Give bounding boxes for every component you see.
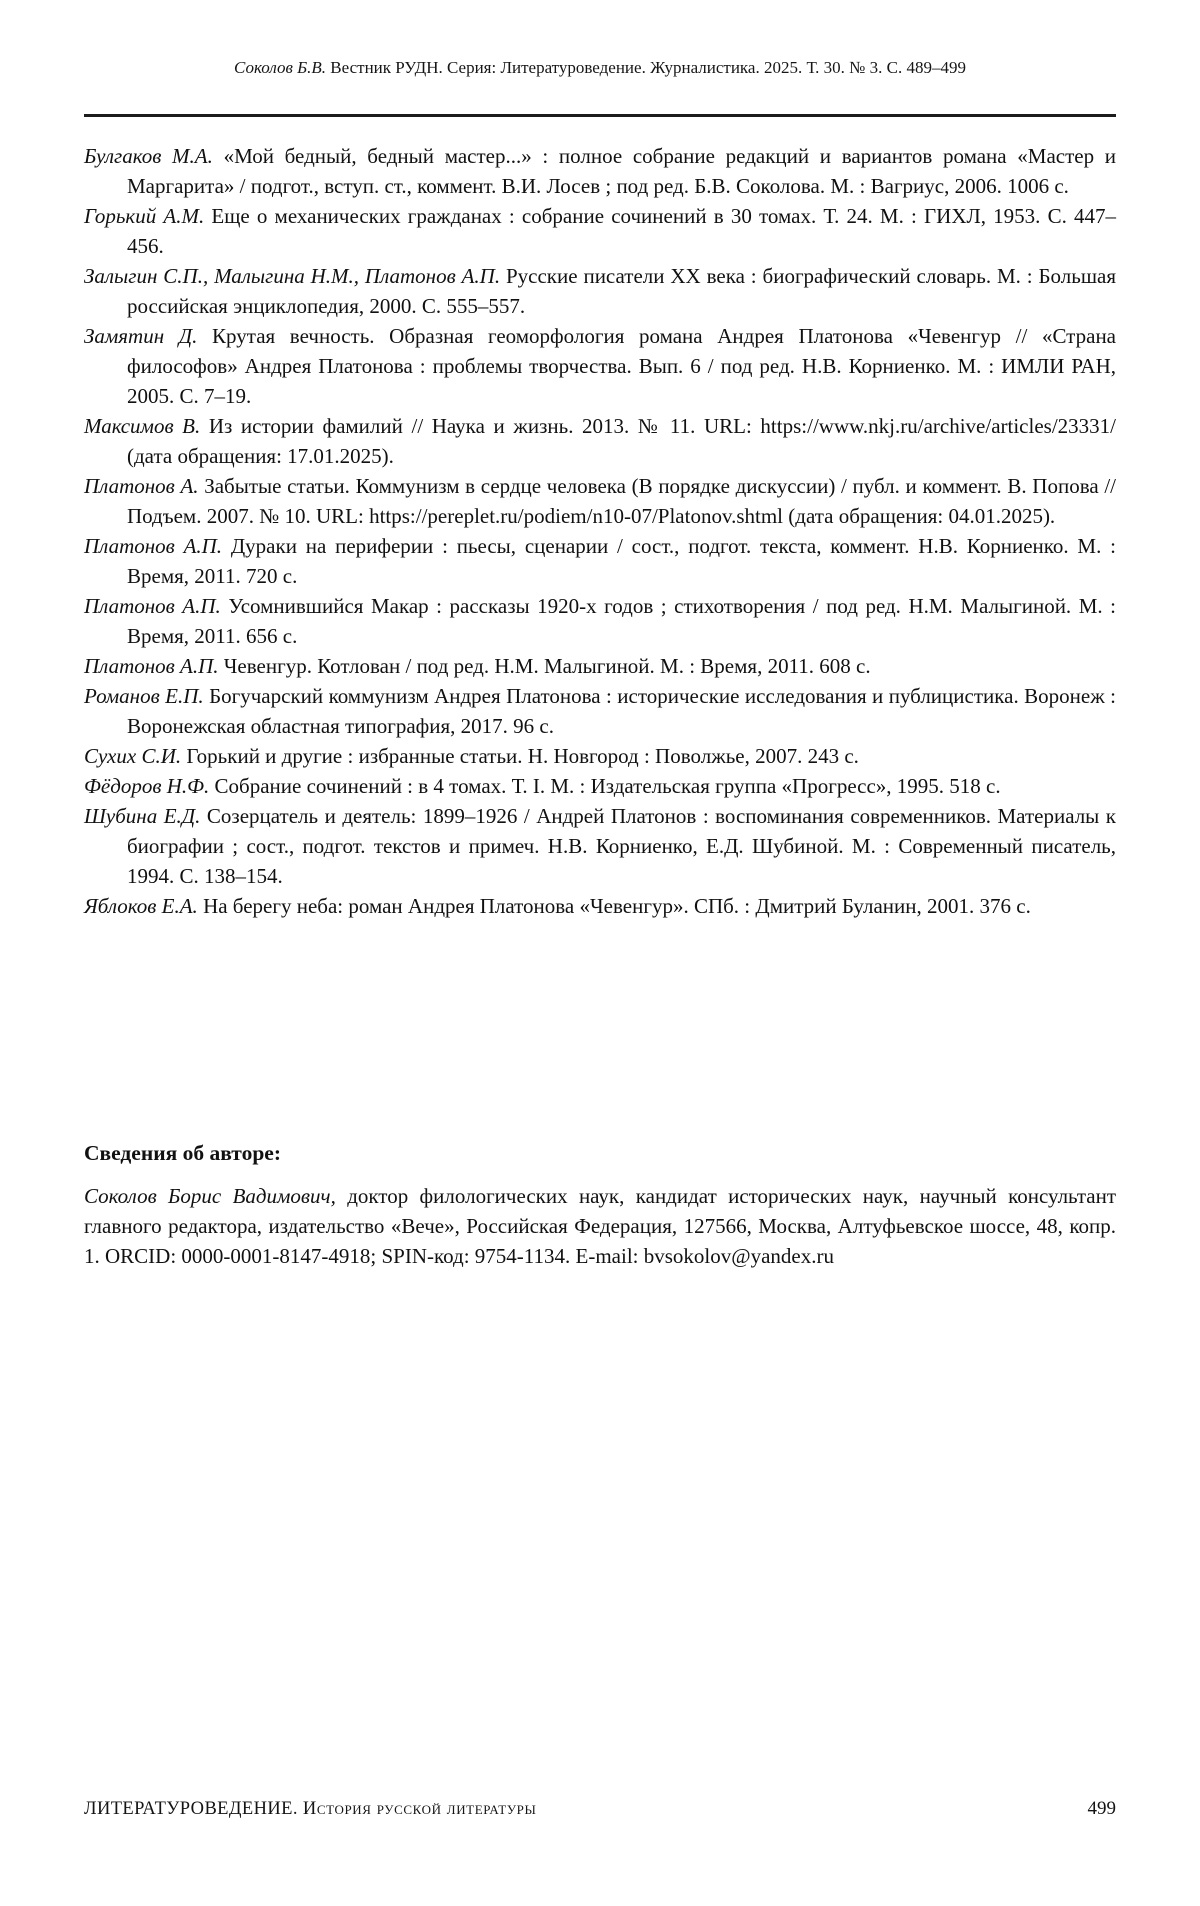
footer-section-main: ЛИТЕРАТУРОВЕДЕНИЕ.	[84, 1799, 298, 1819]
reference-text: Русские писатели XX века : биографический словарь. М. : Большая российская энциклопедия, 2000. С. 555–557.	[127, 264, 1116, 318]
reference-entry	[84, 651, 1116, 681]
reference-text: Дураки на периферии : пьесы, сценарии / сост., подгот. текста, коммент. Н.В. Корниенко. М. : Время, 2011. 720 с.	[127, 534, 1116, 588]
author-info-heading: Сведения об авторе:	[84, 1141, 281, 1165]
author-bio: доктор филологических наук, кандидат исторических наук, научный консультант главного редактора, издательство «Вече», Российская Федерация, 127566, Москва, Алтуфьевское шоссе, 48, копр. 1. ORCID: 0000-0001-8147-4918; SPIN-код: 9754-1134. E-mail: bvsokolov@yandex.ru	[84, 1184, 1117, 1268]
reference-text: Из истории фамилий // Наука и жизнь. 2013. № 11. URL: https://www.nkj.ru/archive/articles/23331/ (дата обращения: 17.01.2025).	[127, 414, 1117, 468]
footer-section-title	[84, 1799, 536, 1820]
reference-author: Шубина Е.Д.	[84, 804, 201, 828]
author-info-section	[84, 1138, 1116, 1271]
reference-author: Булгаков М.А.	[84, 144, 213, 168]
running-header-author: Соколов Б.В.	[234, 58, 327, 77]
reference-entry	[84, 261, 1116, 321]
reference-author: Горький А.М.	[84, 204, 205, 228]
reference-author: Яблоков Е.А.	[84, 894, 198, 918]
author-name: Соколов Борис Вадимович,	[84, 1184, 336, 1208]
reference-entry	[84, 531, 1116, 591]
reference-text: Горький и другие : избранные статьи. Н. Новгород : Поволжье, 2007. 243 с.	[186, 744, 859, 768]
reference-entry	[84, 141, 1116, 201]
reference-text: Усомнившийся Макар : рассказы 1920-х годов ; стихотворения / под ред. Н.М. Малыгиной. М. : Время, 2011. 656 с.	[127, 594, 1116, 648]
reference-entry	[84, 801, 1116, 891]
reference-text: На берегу неба: роман Андрея Платонова «Чевенгур». СПб. : Дмитрий Буланин, 2001. 376 с.	[203, 894, 1031, 918]
reference-entry	[84, 201, 1116, 261]
author-info-paragraph	[84, 1181, 1116, 1271]
reference-author: Платонов А.П.	[84, 654, 219, 678]
reference-entry	[84, 591, 1116, 651]
reference-text: Еще о механических гражданах : собрание сочинений в 30 томах. Т. 24. М. : ГИХЛ, 1953. С. 447–456.	[127, 204, 1117, 258]
reference-author: Замятин Д.	[84, 324, 198, 348]
reference-author: Максимов В.	[84, 414, 201, 438]
running-header-citation: Вестник РУДН. Серия: Литературоведение. Журналистика. 2025. Т. 30. № 3. С. 489–499	[330, 58, 966, 77]
reference-text: Забытые статьи. Коммунизм в сердце человека (В порядке дискуссии) / публ. и коммент. В. Попова // Подъем. 2007. № 10. URL: https://pereplet.ru/podiem/n10-07/Platonov.shtml (дата обращения: 04.01.2025).	[127, 474, 1116, 528]
page-footer	[84, 1798, 1116, 1820]
reference-text: Созерцатель и деятель: 1899–1926 / Андрей Платонов : воспоминания современников. Материалы к биографии ; сост., подгот. текстов и примеч. Н.В. Корниенко, Е.Д. Шубиной. М. : Современный писатель, 1994. С. 138–154.	[127, 804, 1116, 888]
reference-entry	[84, 771, 1116, 801]
reference-entry	[84, 741, 1116, 771]
reference-entry	[84, 411, 1116, 471]
reference-text: Чевенгур. Котлован / под ред. Н.М. Малыгиной. М. : Время, 2011. 608 с.	[223, 654, 871, 678]
header-rule	[84, 114, 1116, 117]
reference-author: Залыгин С.П., Малыгина Н.М., Платонов А.П.	[84, 264, 501, 288]
references-list	[84, 141, 1116, 921]
reference-entry	[84, 471, 1116, 531]
reference-author: Платонов А.	[84, 474, 199, 498]
reference-entry	[84, 891, 1116, 921]
reference-text: Богучарский коммунизм Андрея Платонова : исторические исследования и публицистика. Воронеж : Воронежская областная типография, 2017. 96 с.	[127, 684, 1116, 738]
reference-entry	[84, 681, 1116, 741]
footer-page-number: 499	[1087, 1798, 1116, 1819]
reference-text: Собрание сочинений : в 4 томах. Т. I. М. : Издательская группа «Прогресс», 1995. 518 с.	[214, 774, 1001, 798]
reference-author: Романов Е.П.	[84, 684, 204, 708]
reference-author: Сухих С.И.	[84, 744, 182, 768]
reference-entry	[84, 321, 1116, 411]
running-header	[84, 58, 1116, 78]
reference-author: Фёдоров Н.Ф.	[84, 774, 210, 798]
reference-author: Платонов А.П.	[84, 534, 223, 558]
reference-text: «Мой бедный, бедный мастер...» : полное собрание редакций и вариантов романа «Мастер и Маргарита» / подгот., вступ. ст., коммент. В.И. Лосев ; под ред. Б.В. Соколова. М. : Вагриус, 2006. 1006 с.	[127, 144, 1117, 198]
reference-text: Крутая вечность. Образная геоморфология романа Андрея Платонова «Чевенгур // «Страна философов» Андрея Платонова : проблемы творчества. Вып. 6 / под ред. Н.В. Корниенко. М. : ИМЛИ РАН, 2005. С. 7–19.	[127, 324, 1117, 408]
footer-section-sub: История русской литературы	[302, 1799, 537, 1819]
reference-author: Платонов А.П.	[84, 594, 221, 618]
